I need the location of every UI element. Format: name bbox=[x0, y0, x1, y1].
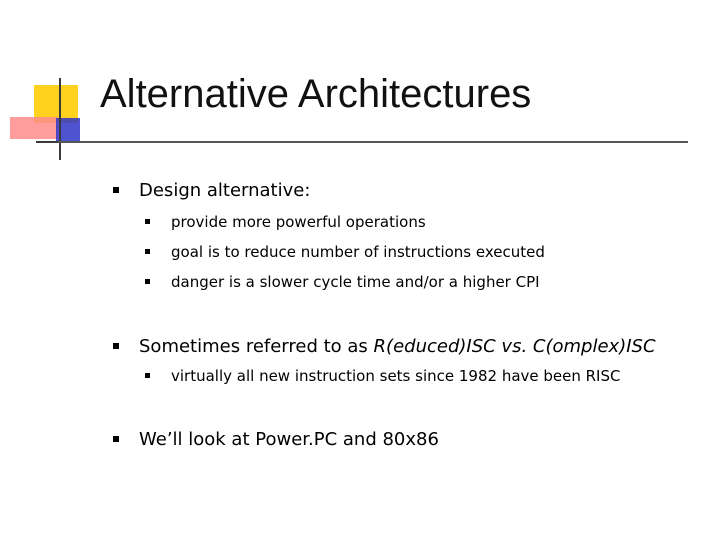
logo-vertical-line bbox=[59, 78, 61, 160]
bullet-text-italic: R(educed)ISC vs. C(omplex)ISC bbox=[373, 336, 656, 357]
sub-bullet-text: danger is a slower cycle time and/or a higher CPI bbox=[171, 273, 540, 291]
bullet-text-plain: Sometimes referred to as bbox=[139, 336, 374, 357]
title-divider bbox=[58, 141, 688, 143]
sub-bullet-square-icon bbox=[145, 279, 150, 284]
slide-title: Alternative Architectures bbox=[100, 72, 532, 116]
bullet-text bbox=[139, 336, 656, 357]
bullet-square-icon bbox=[113, 436, 119, 442]
sub-bullet-square-icon bbox=[145, 373, 150, 378]
bullet-square-icon bbox=[113, 187, 119, 193]
decorative-logo bbox=[0, 0, 110, 170]
sub-bullet-square-icon bbox=[145, 219, 150, 224]
bullet-square-icon bbox=[113, 343, 119, 349]
logo-red-bar bbox=[10, 117, 58, 139]
bullet-text: Design alternative: bbox=[139, 180, 311, 201]
sub-bullet-square-icon bbox=[145, 249, 150, 254]
sub-bullet-text: goal is to reduce number of instructions executed bbox=[171, 243, 545, 261]
sub-bullet-text: provide more powerful operations bbox=[171, 213, 426, 231]
sub-bullet-text: virtually all new instruction sets since 1982 have been RISC bbox=[171, 367, 621, 385]
bullet-text: We’ll look at Power.PC and 80x86 bbox=[139, 429, 439, 450]
